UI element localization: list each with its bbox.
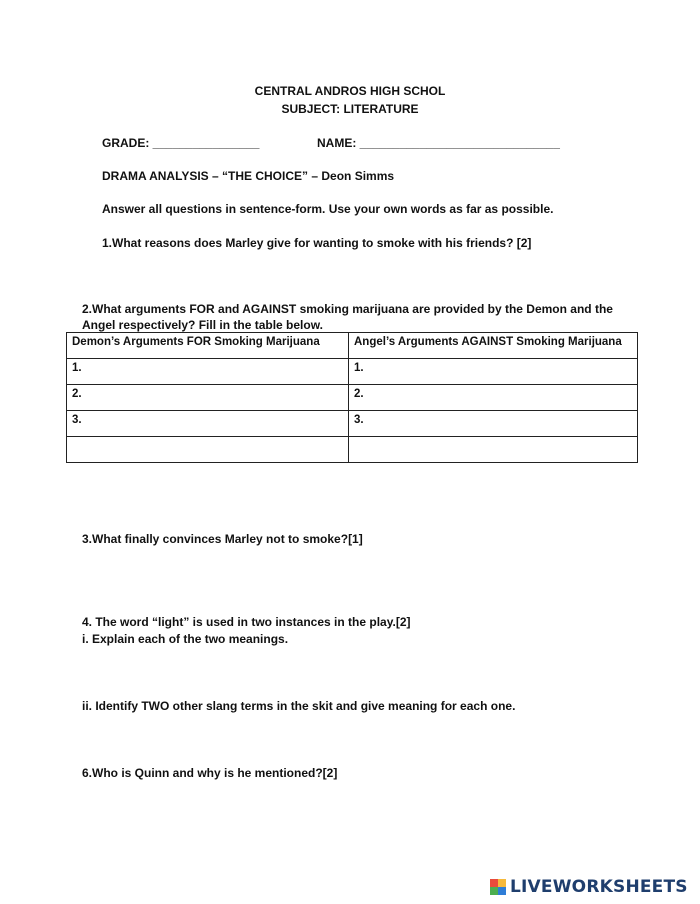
- demon-cell-3[interactable]: 3.: [67, 411, 349, 437]
- liveworksheets-watermark: [490, 876, 688, 898]
- angel-cell-1[interactable]: 1.: [349, 359, 638, 385]
- column-header-demon: Demon’s Arguments FOR Smoking Marijuana: [67, 333, 349, 359]
- angel-cell-3[interactable]: 3.: [349, 411, 638, 437]
- document-title: DRAMA ANALYSIS – “THE CHOICE” – Deon Simms: [102, 169, 395, 183]
- column-header-angel: Angel’s Arguments AGAINST Smoking Marijuana: [349, 333, 638, 359]
- question-2-line-2: Angel respectively? Fill in the table below.: [82, 318, 323, 332]
- question-6: 6.Who is Quinn and why is he mentioned?[2]: [82, 766, 338, 780]
- angel-cell-4[interactable]: [349, 437, 638, 463]
- table-row: [67, 359, 638, 385]
- liveworksheets-logo-icon: [490, 879, 506, 895]
- table-header-row: [67, 333, 638, 359]
- demon-cell-4[interactable]: [67, 437, 349, 463]
- instructions: Answer all questions in sentence-form. Use your own words as far as possible.: [102, 202, 554, 216]
- arguments-table: [66, 332, 638, 463]
- table-row: [67, 411, 638, 437]
- watermark-text: LIVEWORKSHEETS: [510, 877, 688, 897]
- school-name: CENTRAL ANDROS HIGH SCHOL: [254, 84, 446, 98]
- grade-field[interactable]: GRADE: ________________: [102, 136, 260, 150]
- question-4-part-i: i. Explain each of the two meanings.: [82, 632, 289, 646]
- angel-cell-2[interactable]: 2.: [349, 385, 638, 411]
- name-field[interactable]: NAME: ______________________________: [317, 136, 560, 150]
- demon-cell-1[interactable]: 1.: [67, 359, 349, 385]
- question-4: 4. The word “light” is used in two instances in the play.[2]: [82, 615, 411, 629]
- question-4-part-ii: ii. Identify TWO other slang terms in the skit and give meaning for each one.: [82, 699, 516, 713]
- question-2-line-1: 2.What arguments FOR and AGAINST smoking marijuana are provided by the Demon and the: [82, 302, 613, 316]
- question-3: 3.What finally convinces Marley not to smoke?[1]: [82, 532, 363, 546]
- demon-cell-2[interactable]: 2.: [67, 385, 349, 411]
- question-1: 1.What reasons does Marley give for wanting to smoke with his friends? [2]: [102, 236, 532, 250]
- table-row: [67, 385, 638, 411]
- table-row: [67, 437, 638, 463]
- subject-line: SUBJECT: LITERATURE: [281, 102, 419, 116]
